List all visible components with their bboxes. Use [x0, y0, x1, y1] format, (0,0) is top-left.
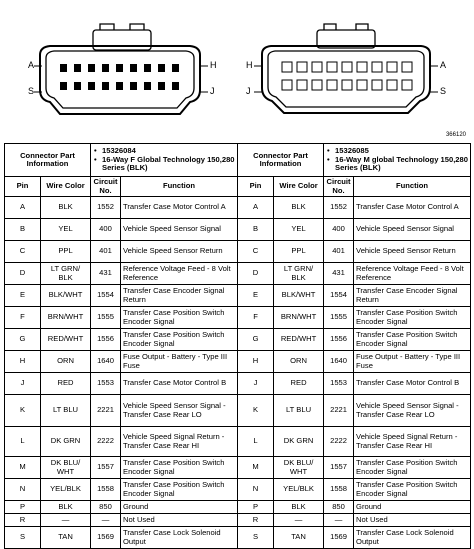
- function-cell-left: Vehicle Speed Signal Return - Transfer Case Rear HI: [121, 427, 238, 457]
- circuit-cell-left: 1640: [91, 351, 121, 373]
- function-cell-left: Reference Voltage Feed - 8 Volt Reference: [121, 263, 238, 285]
- function-cell-right: Vehicle Speed Sensor Signal - Transfer Case Rear LO: [354, 395, 471, 427]
- pin-cell-left: G: [5, 329, 41, 351]
- pin-cell-right: G: [238, 329, 274, 351]
- connector-table: [4, 143, 471, 549]
- connector-drawing: [0, 0, 474, 143]
- table-row: [5, 501, 471, 514]
- pin-cell-left: P: [5, 501, 41, 514]
- pin-cell-left: B: [5, 219, 41, 241]
- wire-cell-right: YEL/BLK: [274, 479, 324, 501]
- table-row: [5, 373, 471, 395]
- circuit-cell-left: 2222: [91, 427, 121, 457]
- function-cell-left: Transfer Case Lock Solenoid Output: [121, 527, 238, 549]
- table-row: [5, 457, 471, 479]
- table-row: [5, 329, 471, 351]
- function-cell-right: Ground: [354, 501, 471, 514]
- pin-cell-right: R: [238, 514, 274, 527]
- part-description-right: • 16-Way M global Technology 150,280 Series (BLK): [326, 156, 468, 173]
- wire-cell-right: TAN: [274, 527, 324, 549]
- function-cell-left: Fuse Output - Battery - Type III Fuse: [121, 351, 238, 373]
- pin-cell-right: D: [238, 263, 274, 285]
- pin-label-j: J: [210, 86, 215, 96]
- wire-cell-right: LT GRN/ BLK: [274, 263, 324, 285]
- wire-cell-left: TAN: [41, 527, 91, 549]
- function-cell-left: Transfer Case Position Switch Encoder Signal: [121, 479, 238, 501]
- column-header-row: [5, 177, 471, 197]
- circuit-cell-left: 401: [91, 241, 121, 263]
- function-cell-right: Transfer Case Position Switch Encoder Signal: [354, 329, 471, 351]
- pin-cell-left: H: [5, 351, 41, 373]
- wire-cell-right: DK BLU/ WHT: [274, 457, 324, 479]
- function-cell-right: Transfer Case Position Switch Encoder Signal: [354, 307, 471, 329]
- table-row: [5, 307, 471, 329]
- circuit-cell-left: —: [91, 514, 121, 527]
- pin-cell-right: J: [238, 373, 274, 395]
- pin-cell-right: S: [238, 527, 274, 549]
- function-cell-left: Ground: [121, 501, 238, 514]
- connector-illustration: [0, 0, 474, 143]
- pin-label-h: H: [210, 60, 217, 70]
- table-row: [5, 351, 471, 373]
- circuit-cell-right: 1555: [324, 307, 354, 329]
- pin-cell-left: A: [5, 197, 41, 219]
- table-row: [5, 527, 471, 549]
- circuit-cell-right: 850: [324, 501, 354, 514]
- pin-cell-left: L: [5, 427, 41, 457]
- circuit-cell-right: 1558: [324, 479, 354, 501]
- wire-cell-left: —: [41, 514, 91, 527]
- part-description-left: • 16-Way F Global Technology 150,280 Series (BLK): [93, 156, 235, 173]
- function-cell-left: Not Used: [121, 514, 238, 527]
- circuit-cell-left: 2221: [91, 395, 121, 427]
- table-row: [5, 197, 471, 219]
- function-cell-right: Vehicle Speed Sensor Return: [354, 241, 471, 263]
- female-connector-face: [34, 24, 208, 114]
- wire-cell-left: BLK: [41, 501, 91, 514]
- part-info-right: [324, 144, 471, 177]
- pin-label-h-male: H: [246, 60, 253, 70]
- function-cell-right: Reference Voltage Feed - 8 Volt Reference: [354, 263, 471, 285]
- table-row: [5, 395, 471, 427]
- function-cell-left: Transfer Case Position Switch Encoder Signal: [121, 307, 238, 329]
- wire-cell-right: —: [274, 514, 324, 527]
- pin-cell-left: S: [5, 527, 41, 549]
- wire-cell-left: RED/WHT: [41, 329, 91, 351]
- connector-table-body: [5, 144, 471, 549]
- function-cell-right: Vehicle Speed Sensor Signal: [354, 219, 471, 241]
- wire-cell-left: ORN: [41, 351, 91, 373]
- wire-cell-left: DK GRN: [41, 427, 91, 457]
- part-info-left: [91, 144, 238, 177]
- pin-label-s: S: [28, 86, 35, 96]
- wire-cell-right: RED: [274, 373, 324, 395]
- circuit-cell-left: 431: [91, 263, 121, 285]
- circuit-cell-right: 1556: [324, 329, 354, 351]
- circuit-cell-right: 431: [324, 263, 354, 285]
- wire-cell-left: PPL: [41, 241, 91, 263]
- wire-cell-left: LT GRN/ BLK: [41, 263, 91, 285]
- wire-cell-right: LT BLU: [274, 395, 324, 427]
- wire-cell-right: BLK: [274, 197, 324, 219]
- col-function-right: Function: [354, 177, 471, 197]
- function-cell-right: Transfer Case Position Switch Encoder Signal: [354, 479, 471, 501]
- table-row: [5, 285, 471, 307]
- circuit-cell-right: 2222: [324, 427, 354, 457]
- function-cell-left: Transfer Case Motor Control A: [121, 197, 238, 219]
- function-cell-left: Transfer Case Position Switch Encoder Signal: [121, 457, 238, 479]
- pin-cell-left: D: [5, 263, 41, 285]
- part-info-row: [5, 144, 471, 177]
- wire-cell-right: ORN: [274, 351, 324, 373]
- pin-cell-right: F: [238, 307, 274, 329]
- function-cell-right: Vehicle Speed Signal Return - Transfer Case Rear HI: [354, 427, 471, 457]
- function-cell-right: Not Used: [354, 514, 471, 527]
- wire-cell-left: BLK: [41, 197, 91, 219]
- pin-label-a: A: [28, 60, 35, 70]
- function-cell-left: Vehicle Speed Sensor Return: [121, 241, 238, 263]
- table-row: [5, 263, 471, 285]
- circuit-cell-left: 1555: [91, 307, 121, 329]
- pin-cell-right: K: [238, 395, 274, 427]
- circuit-cell-right: 2221: [324, 395, 354, 427]
- part-number-right: • 15326085: [326, 147, 468, 155]
- pin-cell-left: F: [5, 307, 41, 329]
- function-cell-right: Transfer Case Lock Solenoid Output: [354, 527, 471, 549]
- circuit-cell-right: 1553: [324, 373, 354, 395]
- function-cell-right: Transfer Case Position Switch Encoder Signal: [354, 457, 471, 479]
- pin-label-j-male: J: [246, 86, 251, 96]
- col-pin-left: Pin: [5, 177, 41, 197]
- table-row: [5, 514, 471, 527]
- circuit-cell-left: 1569: [91, 527, 121, 549]
- wire-cell-left: YEL: [41, 219, 91, 241]
- table-row: [5, 479, 471, 501]
- col-wire-left: Wire Color: [41, 177, 91, 197]
- wire-cell-right: DK GRN: [274, 427, 324, 457]
- function-cell-right: Transfer Case Encoder Signal Return: [354, 285, 471, 307]
- table-row: [5, 241, 471, 263]
- circuit-cell-right: 1640: [324, 351, 354, 373]
- part-number-left: • 15326084: [93, 147, 235, 155]
- function-cell-left: Vehicle Speed Sensor Signal - Transfer Case Rear LO: [121, 395, 238, 427]
- pin-label-a-male: A: [440, 60, 447, 70]
- wire-cell-right: RED/WHT: [274, 329, 324, 351]
- wire-cell-left: BRN/WHT: [41, 307, 91, 329]
- wire-cell-right: BRN/WHT: [274, 307, 324, 329]
- function-cell-left: Transfer Case Position Switch Encoder Signal: [121, 329, 238, 351]
- wire-cell-left: LT BLU: [41, 395, 91, 427]
- circuit-cell-right: 1569: [324, 527, 354, 549]
- circuit-cell-left: 1557: [91, 457, 121, 479]
- wire-cell-left: BLK/WHT: [41, 285, 91, 307]
- function-cell-left: Transfer Case Motor Control B: [121, 373, 238, 395]
- function-cell-right: Fuse Output - Battery - Type III Fuse: [354, 351, 471, 373]
- col-circuit-right: Circuit No.: [324, 177, 354, 197]
- circuit-cell-right: —: [324, 514, 354, 527]
- function-cell-left: Transfer Case Encoder Signal Return: [121, 285, 238, 307]
- pin-cell-right: P: [238, 501, 274, 514]
- pin-cell-left: C: [5, 241, 41, 263]
- pin-cell-right: E: [238, 285, 274, 307]
- col-wire-right: Wire Color: [274, 177, 324, 197]
- wire-cell-right: BLK/WHT: [274, 285, 324, 307]
- part-info-header-right: Connector Part Information: [238, 144, 324, 177]
- circuit-cell-right: 1557: [324, 457, 354, 479]
- circuit-cell-left: 1553: [91, 373, 121, 395]
- table-row: [5, 219, 471, 241]
- col-circuit-left: Circuit No.: [91, 177, 121, 197]
- wire-cell-left: YEL/BLK: [41, 479, 91, 501]
- pin-label-s-male: S: [440, 86, 447, 96]
- col-pin-right: Pin: [238, 177, 274, 197]
- col-function-left: Function: [121, 177, 238, 197]
- circuit-cell-left: 400: [91, 219, 121, 241]
- pin-cell-left: R: [5, 514, 41, 527]
- pin-cell-left: E: [5, 285, 41, 307]
- pin-cell-right: H: [238, 351, 274, 373]
- wire-cell-left: RED: [41, 373, 91, 395]
- part-info-header-left: Connector Part Information: [5, 144, 91, 177]
- pin-cell-left: M: [5, 457, 41, 479]
- pin-cell-right: L: [238, 427, 274, 457]
- circuit-cell-left: 1556: [91, 329, 121, 351]
- function-cell-left: Vehicle Speed Sensor Signal: [121, 219, 238, 241]
- circuit-cell-right: 1552: [324, 197, 354, 219]
- pin-cell-right: N: [238, 479, 274, 501]
- table-row: [5, 427, 471, 457]
- circuit-cell-left: 1552: [91, 197, 121, 219]
- pin-cell-left: J: [5, 373, 41, 395]
- pin-cell-right: B: [238, 219, 274, 241]
- pin-cell-right: M: [238, 457, 274, 479]
- circuit-cell-right: 1554: [324, 285, 354, 307]
- circuit-cell-right: 401: [324, 241, 354, 263]
- wire-cell-right: PPL: [274, 241, 324, 263]
- wire-cell-right: BLK: [274, 501, 324, 514]
- circuit-cell-left: 1554: [91, 285, 121, 307]
- circuit-cell-left: 850: [91, 501, 121, 514]
- circuit-cell-right: 400: [324, 219, 354, 241]
- pin-cell-right: C: [238, 241, 274, 263]
- pin-cell-right: A: [238, 197, 274, 219]
- figure-id: 366120: [445, 132, 466, 138]
- wire-cell-right: YEL: [274, 219, 324, 241]
- function-cell-right: Transfer Case Motor Control B: [354, 373, 471, 395]
- function-cell-right: Transfer Case Motor Control A: [354, 197, 471, 219]
- wire-cell-left: DK BLU/ WHT: [41, 457, 91, 479]
- circuit-cell-left: 1558: [91, 479, 121, 501]
- pin-cell-left: K: [5, 395, 41, 427]
- pin-cell-left: N: [5, 479, 41, 501]
- male-connector-face: [254, 24, 438, 113]
